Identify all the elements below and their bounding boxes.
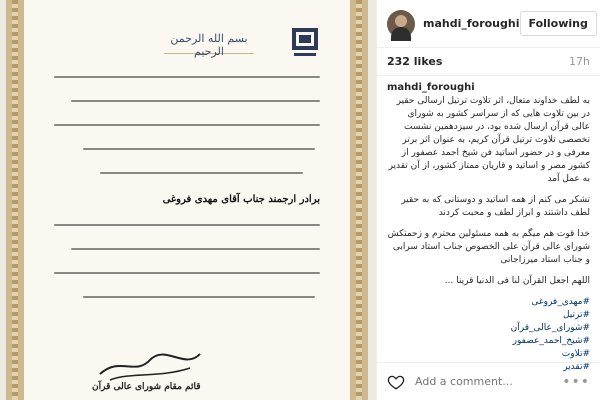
certificate-text-bottom bbox=[42, 224, 332, 320]
post-header bbox=[377, 0, 600, 48]
council-emblem-icon bbox=[288, 22, 322, 62]
comment-input[interactable] bbox=[415, 375, 562, 388]
caption-paragraph: به لطف خداوند متعال، اثر تلاوت ترتیل ارسالی حقیر در بین تلاوت هایی که از سراسر کشور به شورای عالی قرآن ارسال شده بود، در سیزدهمین نشست تخصصی تلاوت ترتیل قرآن کریم، به عنوان اثر برتر معرفی و در حضور اساتید فن شیخ احمد عصفور از کشور مصر و اساتید و قاریان ممتاز کشور، از آن تقدیر به عمل آمد bbox=[388, 96, 590, 184]
heart-outline-icon[interactable] bbox=[387, 373, 405, 391]
hashtag-link[interactable]: #تلاوت bbox=[561, 349, 590, 359]
post-stats bbox=[377, 48, 600, 76]
caption-paragraph: تشکر می کنم از همه اساتید و دوستانی که به حقیر لطف داشتند و ابراز لطف و محبت کردند bbox=[401, 195, 590, 218]
caption-paragraph: اللهم اجعل القرآن لنا فی الدنیا قرینا ... bbox=[444, 276, 590, 286]
hashtag-link[interactable]: #تقدیر bbox=[563, 362, 590, 372]
certificate-signature: قائم مقام شورای عالی قرآن bbox=[92, 382, 201, 392]
caption-area bbox=[377, 76, 600, 372]
comment-bar bbox=[377, 362, 600, 400]
post-panel bbox=[376, 0, 600, 400]
signature-mark bbox=[90, 346, 210, 386]
avatar[interactable] bbox=[387, 10, 415, 38]
hashtag-link[interactable]: #ترتیل bbox=[562, 310, 590, 320]
header-username[interactable]: mahdi_foroughi bbox=[423, 17, 520, 30]
likes-count[interactable]: 232 likes bbox=[387, 55, 443, 68]
more-options-icon[interactable]: ••• bbox=[562, 373, 590, 390]
certificate-text-top bbox=[42, 76, 332, 196]
caption-paragraph: خدا قوت هم میگم به همه مسئولین محترم و زحمتکش شورای عالی قرآن علی الخصوص جناب استاد سرابی و جناب استاد میرزاجانی bbox=[387, 229, 590, 265]
certificate-recipient: برادر ارجمند جناب آقای مهدی فروغی bbox=[162, 194, 320, 205]
certificate-bismillah: بسم الله الرحمن الرحیم bbox=[164, 32, 254, 54]
following-button[interactable]: Following bbox=[520, 11, 597, 36]
caption-username[interactable]: mahdi_foroughi bbox=[387, 82, 475, 93]
hashtag-link[interactable]: #شورای_عالی_قرآن bbox=[510, 323, 590, 333]
hashtag-link[interactable]: #شیخ_احمد_عصفور bbox=[512, 336, 590, 346]
certificate-image bbox=[6, 0, 368, 400]
post-timestamp[interactable]: 17h bbox=[569, 55, 590, 68]
hashtag-link[interactable]: #مهدی_فروغی bbox=[531, 297, 590, 307]
